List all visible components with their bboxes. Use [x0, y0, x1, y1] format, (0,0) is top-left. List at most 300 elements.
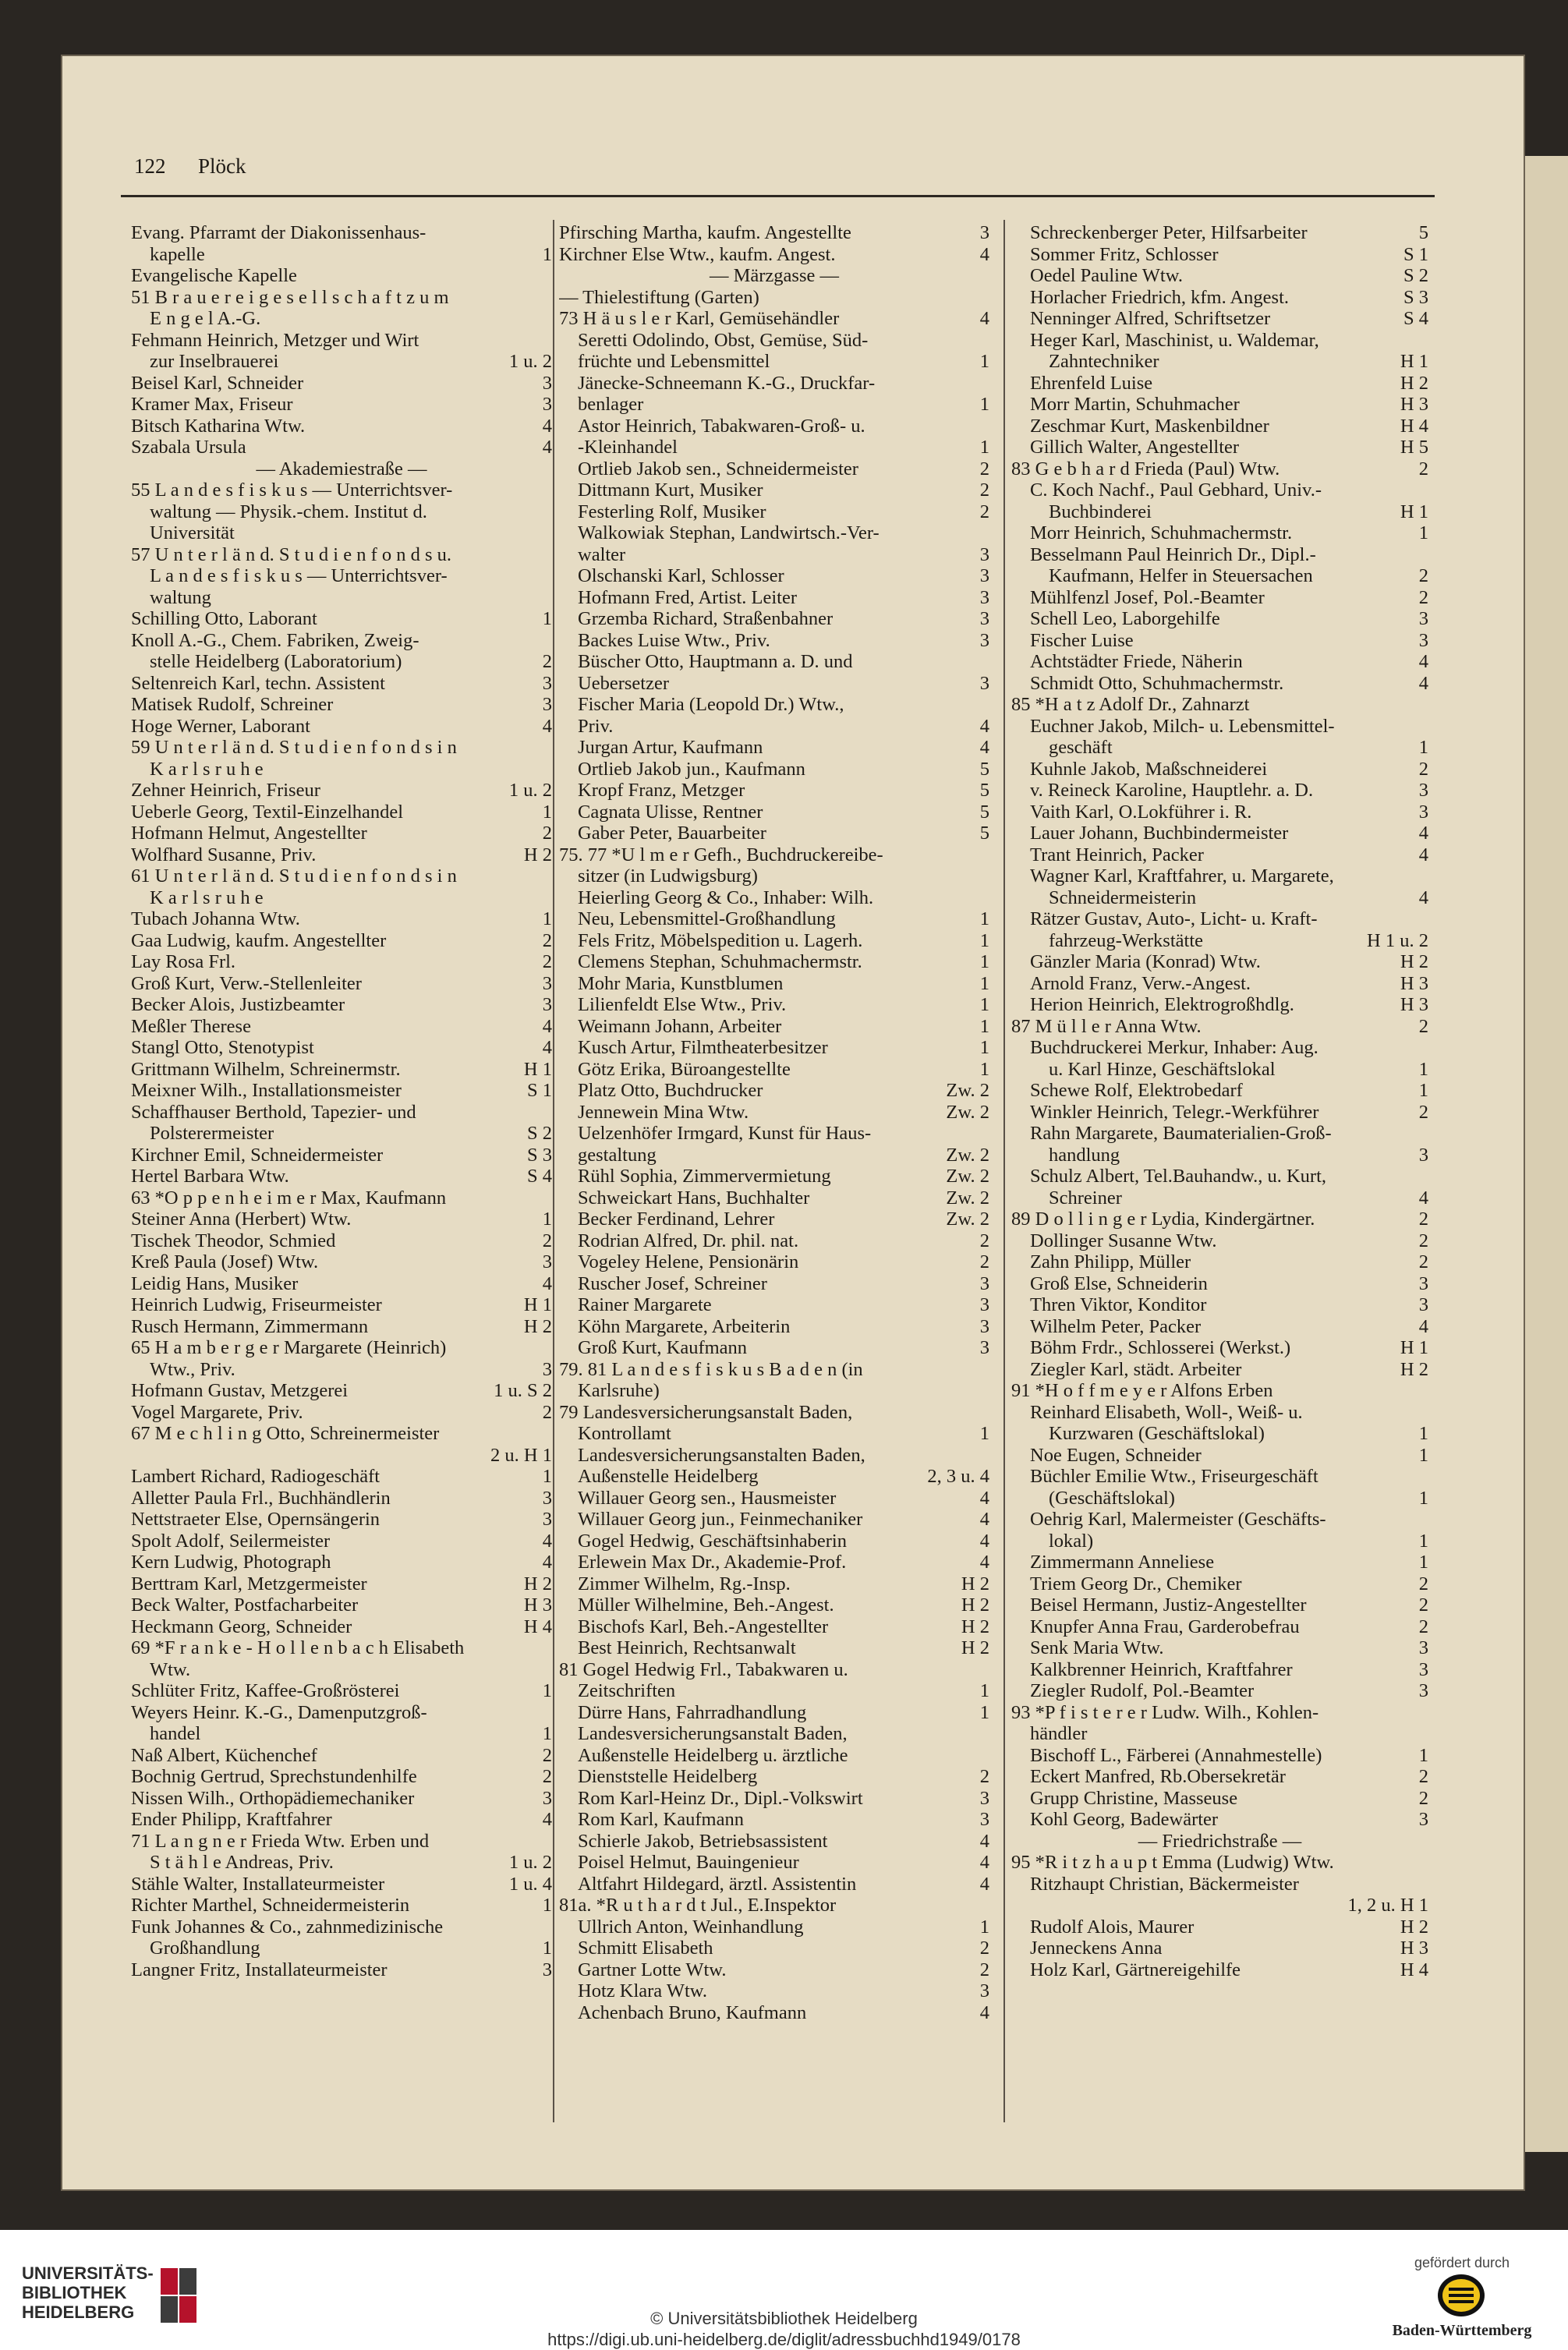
- floor-number: 2: [979, 501, 989, 522]
- floor-number: 2: [979, 1938, 989, 1959]
- directory-entry: [131, 1573, 552, 1595]
- floor-number: 3: [1418, 1637, 1428, 1658]
- directory-entry: [131, 351, 552, 373]
- floor-number: H 3: [523, 1594, 552, 1616]
- floor-number: 1: [542, 1680, 552, 1701]
- entry-text: Walkowiak Stephan, Landwirtsch.-Ver-: [578, 522, 880, 543]
- directory-entry: [131, 565, 552, 587]
- entry-text: Schweickart Hans, Buchhalter: [578, 1187, 810, 1209]
- entry-text: Kropf Franz, Metzger: [578, 780, 745, 801]
- directory-entry: [131, 373, 552, 395]
- directory-entry: [131, 1337, 552, 1359]
- directory-entry: [1011, 1895, 1428, 1916]
- directory-entry: [1011, 994, 1428, 1016]
- entry-text: waltung — Physik.-chem. Institut d.: [150, 501, 427, 522]
- directory-entry: [559, 244, 989, 266]
- directory-entry: [1011, 737, 1428, 759]
- directory-entry: [1011, 1466, 1428, 1488]
- floor-number: 1: [979, 994, 989, 1015]
- entry-text: Wtw.: [150, 1658, 191, 1680]
- floor-number: 5: [979, 758, 989, 780]
- entry-text: 63 *O p p e n h e i m e r Max, Kaufmann: [131, 1187, 447, 1209]
- entry-text: Fischer Maria (Leopold Dr.) Wtw.,: [578, 694, 844, 715]
- directory-entry: [559, 1359, 989, 1381]
- directory-entry: [559, 823, 989, 844]
- directory-entry: [1011, 1916, 1428, 1938]
- directory-entry: [1011, 1016, 1428, 1038]
- directory-entry: [131, 1037, 552, 1059]
- floor-number: 5: [979, 780, 989, 801]
- floor-number: H 1 u. 2: [1367, 929, 1428, 951]
- directory-entry: [131, 1852, 552, 1874]
- floor-number: H 2: [523, 1315, 552, 1337]
- entry-text: S t ä h l e Andreas, Priv.: [150, 1852, 334, 1873]
- directory-entry: [559, 759, 989, 780]
- floor-number: 3: [979, 672, 989, 694]
- floor-number: H 2: [1400, 951, 1428, 972]
- directory-entry: [559, 1145, 989, 1166]
- floor-number: 2: [979, 480, 989, 501]
- floor-number: Zw. 2: [946, 1166, 989, 1187]
- directory-entry: [131, 222, 552, 244]
- floor-number: 2 u. H 1: [490, 1444, 552, 1466]
- floor-number: S 1: [1403, 243, 1428, 265]
- floor-number: 1 u. 2: [508, 1852, 552, 1873]
- directory-entry: [131, 501, 552, 523]
- entry-text: Willauer Georg jun., Feinmechaniker: [578, 1509, 863, 1530]
- entry-text: Ueberle Georg, Textil-Einzelhandel: [131, 801, 404, 823]
- directory-entry: [131, 951, 552, 973]
- entry-text: Gartner Lotte Wtw.: [578, 1959, 727, 1980]
- directory-entry: [131, 1702, 552, 1724]
- floor-number: 1: [542, 1895, 552, 1916]
- entry-text: Fischer Luise: [1030, 629, 1134, 651]
- copyright-text: © Universitätsbibliothek Heidelberg: [650, 2309, 918, 2328]
- entry-text: Bischofs Karl, Beh.-Angestellter: [578, 1616, 829, 1637]
- page-header: [134, 154, 1428, 187]
- floor-number: 1: [1418, 1744, 1428, 1766]
- directory-entry: [131, 1251, 552, 1273]
- directory-entry: [559, 737, 989, 759]
- floor-number: 1: [542, 1938, 552, 1959]
- directory-entry: [131, 1895, 552, 1916]
- floor-number: 1: [979, 929, 989, 951]
- entry-text: — Thielestiftung (Garten): [559, 286, 759, 308]
- directory-entry: [131, 1059, 552, 1081]
- entry-text: Schneidermeisterin: [1049, 887, 1197, 908]
- entry-text: Hofmann Gustav, Metzgerei: [131, 1380, 349, 1401]
- entry-text: Zahntechniker: [1049, 351, 1159, 372]
- floor-number: 4: [979, 308, 989, 329]
- floor-number: 4: [542, 415, 552, 437]
- directory-entry: [1011, 844, 1428, 866]
- floor-number: 1: [1418, 1530, 1428, 1552]
- directory-entry: [559, 716, 989, 738]
- entry-text: Jurgan Artur, Kaufmann: [578, 737, 763, 758]
- directory-entry: [559, 1166, 989, 1187]
- floor-number: 3: [979, 586, 989, 608]
- entry-text: 55 L a n d e s f i s k u s — Unterrichtsver-: [131, 480, 453, 501]
- directory-entry: [131, 394, 552, 416]
- floor-number: 3: [542, 694, 552, 715]
- directory-entry: [1011, 501, 1428, 523]
- floor-number: 2: [542, 1766, 552, 1787]
- entry-text: handel: [150, 1723, 201, 1744]
- floor-number: 3: [979, 1272, 989, 1294]
- directory-entry: [131, 480, 552, 501]
- floor-number: 4: [979, 2001, 989, 2023]
- directory-entry: [1011, 458, 1428, 480]
- floor-number: 3: [1418, 608, 1428, 629]
- directory-entry: [131, 1166, 552, 1187]
- floor-number: 2: [542, 1230, 552, 1251]
- directory-entry: [131, 1723, 552, 1745]
- floor-number: 1: [979, 351, 989, 372]
- directory-entry: [1011, 1273, 1428, 1295]
- directory-entry: [1011, 973, 1428, 995]
- directory-entry: [131, 1916, 552, 1938]
- directory-entry: [559, 1531, 989, 1552]
- directory-entry: [131, 1938, 552, 1959]
- floor-number: 2: [542, 651, 552, 672]
- entry-text: Büscher Otto, Hauptmann a. D. und: [578, 651, 853, 672]
- entry-text: Ruscher Josef, Schreiner: [578, 1272, 767, 1294]
- floor-number: 4: [542, 1015, 552, 1037]
- floor-number: 3: [1418, 1680, 1428, 1701]
- directory-entry: [1011, 823, 1428, 844]
- floor-number: 2: [1418, 1251, 1428, 1272]
- street-heading: — Friedrichstraße —: [1138, 1830, 1302, 1852]
- directory-entry: [131, 587, 552, 609]
- entry-text: Schell Leo, Laborgehilfe: [1030, 608, 1220, 629]
- floor-number: 3: [542, 1959, 552, 1980]
- entry-text: Schaffhauser Berthold, Tapezier- und: [131, 1101, 416, 1123]
- floor-number: 3: [979, 1337, 989, 1358]
- entry-text: K a r l s r u h e: [150, 887, 264, 908]
- floor-number: 1: [1418, 737, 1428, 758]
- directory-entry: [131, 651, 552, 673]
- entry-text: Berttram Karl, Metzgermeister: [131, 1573, 367, 1594]
- directory-entry: [1011, 802, 1428, 823]
- entry-text: Neu, Lebensmittel-Großhandlung: [578, 908, 836, 929]
- floor-number: S 3: [526, 1144, 552, 1166]
- directory-entry: [559, 330, 989, 352]
- street-heading: — Akademiestraße —: [256, 458, 427, 480]
- entry-text: 83 G e b h a r d Frieda (Paul) Wtw.: [1011, 458, 1280, 480]
- entry-text: Grittmann Wilhelm, Schreinermstr.: [131, 1058, 401, 1080]
- floor-number: 4: [542, 1552, 552, 1573]
- floor-number: 4: [979, 1852, 989, 1873]
- floor-number: 2: [1418, 1616, 1428, 1637]
- entry-text: Außenstelle Heidelberg: [578, 1466, 759, 1487]
- entry-text: Clemens Stephan, Schuhmachermstr.: [578, 951, 862, 972]
- floor-number: 3: [542, 372, 552, 394]
- entry-text: kapelle: [150, 243, 205, 265]
- directory-entry: [1011, 673, 1428, 695]
- directory-entry: [131, 308, 552, 330]
- entry-text: Buchbinderei: [1049, 501, 1152, 522]
- entry-text: (Geschäftslokal): [1049, 1487, 1175, 1509]
- entry-text: Landesversicherungsanstalten Baden,: [578, 1444, 865, 1466]
- directory-entry: [1011, 1766, 1428, 1788]
- directory-column-2: [559, 222, 989, 2023]
- entry-text: Gänzler Maria (Konrad) Wtw.: [1030, 951, 1261, 972]
- floor-number: H 2: [523, 1573, 552, 1594]
- floor-number: 4: [979, 1552, 989, 1573]
- floor-number: 3: [1418, 1809, 1428, 1830]
- entry-text: Seltenreich Karl, techn. Assistent: [131, 672, 385, 694]
- floor-number: 1: [979, 1058, 989, 1080]
- floor-number: 4: [979, 243, 989, 265]
- entry-text: Kern Ludwig, Photograph: [131, 1552, 331, 1573]
- directory-entry: [559, 951, 989, 973]
- floor-number: 2: [979, 1959, 989, 1980]
- entry-text: Hotz Klara Wtw.: [578, 1980, 707, 2001]
- floor-number: Zw. 2: [946, 1080, 989, 1101]
- entry-text: Uebersetzer: [578, 672, 669, 694]
- directory-entry: [559, 1723, 989, 1745]
- directory-entry: [131, 244, 552, 266]
- entry-text: Vogel Margarete, Priv.: [131, 1401, 303, 1423]
- floor-number: 2: [979, 1251, 989, 1272]
- directory-entry: [131, 802, 552, 823]
- floor-number: 1: [1418, 1552, 1428, 1573]
- entry-text: Zeschmar Kurt, Maskenbildner: [1030, 415, 1269, 437]
- directory-entry: [131, 1552, 552, 1573]
- floor-number: 3: [1418, 801, 1428, 823]
- floor-number: 1: [979, 908, 989, 929]
- header-rule: [121, 195, 1435, 197]
- directory-entry: [131, 1080, 552, 1102]
- floor-number: 3: [1418, 1144, 1428, 1166]
- entry-text: Müller Wilhelmine, Beh.-Angest.: [578, 1594, 834, 1616]
- directory-entry: [131, 287, 552, 309]
- directory-entry: [131, 1637, 552, 1659]
- entry-text: Rätzer Gustav, Auto-, Licht- u. Kraft-: [1030, 908, 1318, 929]
- directory-entry: [131, 737, 552, 759]
- directory-entry: [131, 1531, 552, 1552]
- entry-text: Ortlieb Jakob sen., Schneidermeister: [578, 458, 858, 480]
- directory-column-3: [1011, 222, 1428, 1980]
- entry-text: Trant Heinrich, Packer: [1030, 844, 1204, 865]
- floor-number: S 1: [526, 1080, 552, 1101]
- entry-text: Karlsruhe): [578, 1380, 660, 1401]
- directory-entry: [1011, 544, 1428, 566]
- floor-number: 2: [1418, 1573, 1428, 1594]
- entry-text: Zimmermann Anneliese: [1030, 1552, 1215, 1573]
- entry-text: Rainer Margarete: [578, 1294, 712, 1315]
- entry-text: Nenninger Alfred, Schriftsetzer: [1030, 308, 1271, 329]
- floor-number: 4: [542, 1037, 552, 1058]
- directory-entry: [131, 1187, 552, 1209]
- directory-entry: [559, 1745, 989, 1767]
- floor-number: 4: [1418, 651, 1428, 672]
- floor-number: 1: [979, 1015, 989, 1037]
- entry-text: Zeitschriften: [578, 1680, 676, 1701]
- entry-text: Ortlieb Jakob jun., Kaufmann: [578, 758, 805, 780]
- directory-entry: [1011, 1166, 1428, 1187]
- directory-entry: [131, 437, 552, 458]
- entry-text: Euchner Jakob, Milch- u. Lebensmittel-: [1030, 715, 1335, 737]
- library-logo-text: UNIVERSITÄTS- BIBLIOTHEK HEIDELBERG: [22, 2263, 154, 2322]
- floor-number: 3: [542, 1251, 552, 1272]
- entry-text: Leidig Hans, Musiker: [131, 1272, 299, 1294]
- directory-entry: [1011, 759, 1428, 780]
- entry-text: Grzemba Richard, Straßenbahner: [578, 608, 834, 629]
- directory-entry: [1011, 1552, 1428, 1573]
- directory-entry: [559, 1273, 989, 1295]
- entry-text: Heckmann Georg, Schneider: [131, 1616, 352, 1637]
- floor-number: 1: [542, 243, 552, 265]
- entry-text: Zimmer Wilhelm, Rg.-Insp.: [578, 1573, 791, 1594]
- directory-entry: [131, 1809, 552, 1831]
- entry-text: Ullrich Anton, Weinhandlung: [578, 1916, 804, 1938]
- entry-text: Stähle Walter, Installateurmeister: [131, 1873, 385, 1895]
- floor-number: 3: [1418, 1294, 1428, 1315]
- floor-number: S 2: [526, 1123, 552, 1144]
- directory-entry: [1011, 1187, 1428, 1209]
- entry-text: Alletter Paula Frl., Buchhändlerin: [131, 1487, 391, 1509]
- entry-text: Großhandlung: [150, 1938, 260, 1959]
- floor-number: 3: [542, 394, 552, 415]
- directory-entry: [1011, 1659, 1428, 1681]
- entry-text: 71 L a n g n e r Frieda Wtw. Erben und: [131, 1830, 430, 1852]
- directory-entry: [131, 265, 552, 287]
- directory-entry: [131, 1209, 552, 1230]
- directory-entry: [1011, 1445, 1428, 1467]
- directory-entry: [1011, 1488, 1428, 1509]
- directory-entry: [1011, 1702, 1428, 1724]
- directory-entry: [131, 930, 552, 952]
- floor-number: H 2: [1400, 1916, 1428, 1938]
- entry-text: Platz Otto, Buchdrucker: [578, 1080, 763, 1101]
- floor-number: 2: [542, 929, 552, 951]
- entry-text: sitzer (in Ludwigsburg): [578, 865, 758, 887]
- floor-number: H 3: [1400, 394, 1428, 415]
- entry-text: Polsterermeister: [150, 1123, 274, 1144]
- directory-entry: [559, 1874, 989, 1895]
- directory-entry: [131, 1745, 552, 1767]
- entry-text: Kirchner Else Wtw., kaufm. Angest.: [559, 243, 836, 265]
- floor-number: 2: [542, 1744, 552, 1766]
- directory-entry: [1011, 265, 1428, 287]
- directory-entry: [559, 1187, 989, 1209]
- directory-entry: [559, 1080, 989, 1102]
- running-head: Plöck: [198, 154, 246, 178]
- directory-entry: [559, 802, 989, 823]
- floor-number: 4: [1418, 1187, 1428, 1209]
- column-divider: [1003, 220, 1005, 2122]
- entry-text: Knupfer Anna Frau, Garderobefrau: [1030, 1616, 1300, 1637]
- entry-text: Lilienfeldt Else Wtw., Priv.: [578, 994, 787, 1015]
- directory-entry: [131, 1294, 552, 1316]
- entry-text: 81 Gogel Hedwig Frl., Tabakwaren u.: [559, 1658, 848, 1680]
- directory-entry: [131, 544, 552, 566]
- directory-entry: [559, 630, 989, 652]
- floor-number: Zw. 2: [946, 1101, 989, 1123]
- directory-entry: [1011, 1723, 1428, 1745]
- floor-number: 3: [542, 1358, 552, 1380]
- floor-number: 3: [1418, 1658, 1428, 1680]
- entry-text: Achenbach Bruno, Kaufmann: [578, 2001, 807, 2023]
- directory-entry: [559, 1251, 989, 1273]
- entry-text: Fels Fritz, Möbelspedition u. Lagerh.: [578, 929, 863, 951]
- entry-text: Priv.: [578, 715, 614, 737]
- directory-entry: [131, 1509, 552, 1531]
- floor-number: 1: [1418, 1444, 1428, 1466]
- sponsor-name: Baden-Württemberg: [1392, 2322, 1532, 2339]
- source-url[interactable]: https://digi.ub.uni-heidelberg.de/diglit/adressbuchhd1949/0178: [547, 2330, 1021, 2349]
- directory-entry: [131, 1402, 552, 1424]
- entry-text: Senk Maria Wtw.: [1030, 1637, 1164, 1658]
- directory-entry: [131, 823, 552, 844]
- directory-entry: [1011, 1423, 1428, 1445]
- directory-entry: [1011, 1359, 1428, 1381]
- entry-text: Thren Viktor, Konditor: [1030, 1294, 1207, 1315]
- floor-number: 2: [1418, 1209, 1428, 1230]
- floor-number: 5: [979, 823, 989, 844]
- directory-entry: [559, 1488, 989, 1509]
- entry-text: Ender Philipp, Kraftfahrer: [131, 1809, 332, 1830]
- entry-text: Vogeley Helene, Pensionärin: [578, 1251, 799, 1272]
- entry-text: 75. 77 *U l m e r Gefh., Buchdruckereibe-: [559, 844, 883, 865]
- floor-number: 2: [1418, 1230, 1428, 1251]
- directory-entry: [1011, 1616, 1428, 1638]
- directory-entry: [131, 994, 552, 1016]
- directory-entry: [1011, 1209, 1428, 1230]
- directory-entry: [1011, 908, 1428, 930]
- sponsor-label: gefördert durch: [1414, 2255, 1510, 2270]
- directory-entry: [559, 458, 989, 480]
- entry-text: Noe Eugen, Schneider: [1030, 1444, 1202, 1466]
- directory-entry: [131, 1273, 552, 1295]
- entry-text: Reinhard Elisabeth, Woll-, Weiß- u.: [1030, 1401, 1303, 1423]
- entry-text: Oehrig Karl, Malermeister (Geschäfts-: [1030, 1509, 1326, 1530]
- entry-text: Schmidt Otto, Schuhmachermstr.: [1030, 672, 1284, 694]
- footer-credits: [0, 2308, 1568, 2350]
- directory-entry: [1011, 1594, 1428, 1616]
- directory-entry: [131, 1659, 552, 1681]
- entry-text: Schreckenberger Peter, Hilfsarbeiter: [1030, 222, 1308, 243]
- entry-text: Knoll A.-G., Chem. Fabriken, Zweig-: [131, 629, 419, 651]
- directory-entry: [559, 651, 989, 673]
- entry-text: Beisel Karl, Schneider: [131, 372, 304, 394]
- directory-entry: [131, 416, 552, 437]
- entry-text: Steiner Anna (Herbert) Wtw.: [131, 1209, 352, 1230]
- entry-text: Pfirsching Martha, kaufm. Angestellte: [559, 222, 851, 243]
- directory-entry: [559, 1938, 989, 1959]
- directory-entry: [559, 1123, 989, 1145]
- directory-entry: [131, 887, 552, 909]
- directory-entry: [1011, 865, 1428, 887]
- floor-number: 1: [1418, 1080, 1428, 1101]
- entry-text: Matisek Rudolf, Schreiner: [131, 694, 334, 715]
- floor-number: S 4: [1403, 308, 1428, 329]
- floor-number: H 4: [1400, 1959, 1428, 1980]
- entry-text: Stangl Otto, Stenotypist: [131, 1037, 314, 1058]
- entry-text: fahrzeug-Werkstätte: [1049, 929, 1203, 951]
- entry-text: Rom Karl-Heinz Dr., Dipl.-Volkswirt: [578, 1787, 863, 1809]
- floor-number: 1: [1418, 1423, 1428, 1444]
- entry-text: Heinrich Ludwig, Friseurmeister: [131, 1294, 382, 1315]
- entry-text: Besselmann Paul Heinrich Dr., Dipl.-: [1030, 543, 1316, 565]
- entry-text: Bischoff L., Färberei (Annahmestelle): [1030, 1744, 1322, 1766]
- directory-entry: [1011, 1509, 1428, 1531]
- entry-text: Oedel Pauline Wtw.: [1030, 265, 1183, 286]
- floor-number: 3: [979, 608, 989, 629]
- directory-entry: [1011, 416, 1428, 437]
- floor-number: 3: [542, 972, 552, 994]
